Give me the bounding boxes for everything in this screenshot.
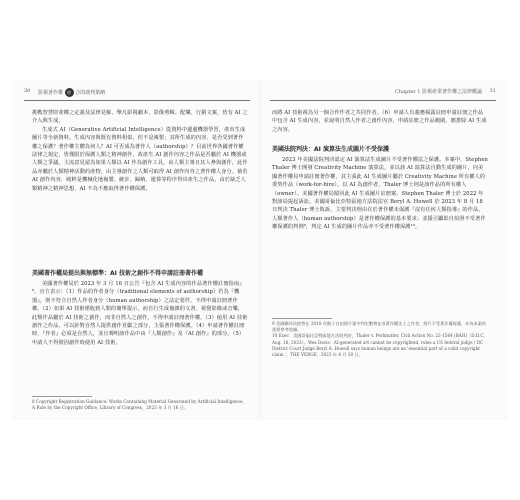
book-spread bbox=[14, 82, 506, 418]
footnote: 8 Copyright Registration Guidance: Works Containing Material Generated by Artificial Intelligence，A Rule by the Copyright Office, Library of Congress，2023 年 3 月 16 日。 bbox=[32, 399, 247, 411]
footnote bbox=[272, 321, 488, 358]
footnote-item: 10 Exec：美國哥倫比亞特區地方法院判決，Thaler v. Perlmutter, Civil Action No. 22-1564 (BAH)（D.D.C. Aug. 18, 2023）。Wes Davis：AI-generated art cannot be copyrighted, rules a US federal judge / DC District Court Judge Beryl A. Howell says human beings are an 'essential part of a valid copyright claim.'，THE VERGE，2023 年 8 月 20 日。 bbox=[272, 333, 485, 358]
section-body: 2023 年美國法院判決認定 AI 演算法生成圖片不受著作權法之保護。本案中，Stephen Thaler 博士開發 Creativity Machine 演算法，並以該 AI 演算法自動生成的圖片，向美國著作權局申請註冊著作權，其主張此 AI 生成圖片屬於 Creativity Machine 所有權人的委契作品（work-for-hire），以 AI 為創作者，Thaler 博士則是該作品的所有權人（owner）。美國著作權局駁回此 AI 生成圖片註冊案，Stephen Thaler 博士於 2022 年對該局提起訴訟。美國哥倫比亞特區地方法院法官 Beryl A. Howell 於 2023 年 8 月 18 日判決 Thaler 博士敗訴，主要判決理由在於著作權未保護『沒有任何人類指導』的作品，人類著作人（human authorship）是著作權保護的基本要求；並援引攝影自拍照不受著作權保護的判例⁹，判定 AI 生成的圖片作品亦不受著作權保護¹⁰。 bbox=[272, 157, 488, 231]
running-title: Chapter 1 影視產業著作權之法律概論 bbox=[395, 89, 482, 95]
left-page-header bbox=[24, 88, 250, 98]
running-title bbox=[38, 88, 105, 97]
body-text bbox=[272, 109, 488, 134]
paragraph: 生成式 AI（Generative Artificial Intelligence）從資料中邊邊機器學習，產出生成圖片等全新資料。生成內容與既有資料相似，但不是複製；其所生成的內容，是否受到著作權之保護？著作權主體為何人？AI 可否成為著作人（authorship）？目前世界各國著作權法律之規定，皆僅限於保護人類之精神創作，故產生 AI 創作內容之作品是否屬於 AI 機器或人類之爭議。主流意見認為如果人類以 AI 作為創作工具，由人類主導且其人參與創作，此作品亦屬於人類精神活動的產物，由主導創作之人類可取得 AI 創作內容之著作權人身分。倘若 AI 創作內容，純粹是機械化地複製、統計、歸納、運算等程序得出產生之作品，由於缺乏人類精神之精神思想，AI 不為不應取得著作權保護。 bbox=[32, 126, 248, 192]
body-text bbox=[32, 109, 248, 193]
header-rule bbox=[24, 100, 250, 101]
paragraph: 而將 AI 技術視為另一個合作作者之共同作者。（6）申請人有義務揭露註冊申請註冊之作品中包含 AI 生成內容，並說明自然人作者之創作內容，申請註冊之作品範圍，應排除 AI 生成之內容。 bbox=[272, 110, 487, 133]
footnote-rule bbox=[272, 318, 332, 319]
paragraph: 挑戰智慧財產權之定義及法律見解，舉凡影視劇本、影像剪輯、配樂、行銷文案，皆有 AI 之介入與生成。 bbox=[32, 110, 248, 125]
page-number: 31 bbox=[489, 88, 496, 94]
page-number: 30 bbox=[24, 88, 31, 94]
right-page bbox=[260, 82, 506, 418]
footnote-item: 9 美國聯邦法院曾在 2018 年猴子自拍照片案中判定動物並非著作權法上之作者，照片不受著作權保護，亦為本案的重要參考依據。 bbox=[272, 321, 487, 333]
section-heading: 美國法院判決：AI 演算法生成圖片不受保護 bbox=[272, 146, 389, 153]
left-page bbox=[14, 82, 260, 418]
running-title-suffix: 合的談判策略 bbox=[75, 90, 106, 96]
header-rule bbox=[270, 100, 496, 101]
section-body: 美國著作權局於 2023 年 3 月 16 日公告『包含 AI 生成內容的作品著作權註冊指南』⁸，官方表示：（1）作品的作者身分（traditional elements of authorship）若為『機器』，則不符合自然人作者身分（human authorship）之法定要件，不得申請註冊著作權。（2）如果 AI 技術僅收到人類的簡單提示，而自行生成複雜的文書、視覺影像或音樂，此類作品屬於 AI 技術之創作，而非自然人之創作，不得申請註冊著作權。（3）使用 AI 技術創作之作品，可以針對自然人提供創作貢獻之部分，主張著作權保護。（4）申請著作權註冊時，『作者』必須是自然人，並且聲明該作品中由『人類創作』及『AI 創作』的部分。（5）申請人不得擅因創作時使用 AI 技術， bbox=[32, 281, 248, 346]
right-page-header bbox=[270, 88, 496, 98]
chapter-badge-icon: 你 bbox=[65, 88, 74, 97]
section-heading: 美國著作權局提出與無標準：AI 技術之創作不得申請註冊著作權 bbox=[32, 270, 203, 277]
running-title-text: 影視著作權 bbox=[38, 90, 64, 96]
footnote-rule bbox=[32, 396, 92, 397]
